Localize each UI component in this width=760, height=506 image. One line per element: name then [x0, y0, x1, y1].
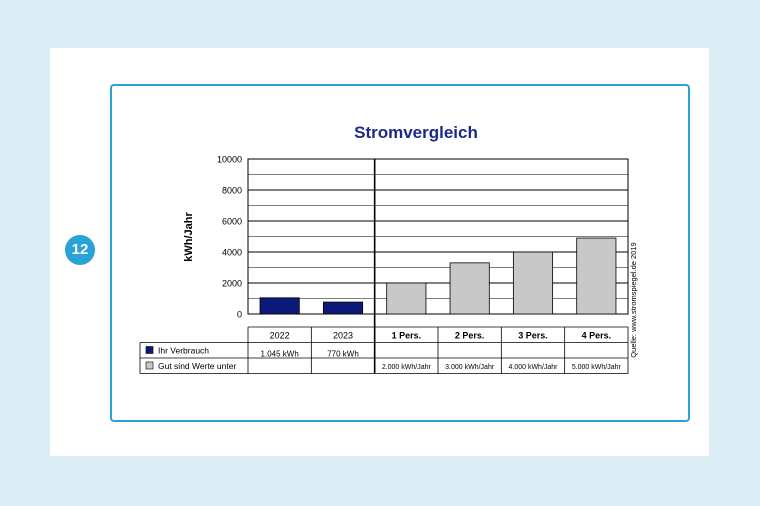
- data-label-2022: 1.045 kWh: [260, 349, 299, 359]
- table-header-3-pers-: 3 Pers.: [518, 330, 548, 341]
- legend-label: Ihr Verbrauch: [158, 345, 210, 356]
- table-header-2023: 2023: [332, 330, 354, 341]
- legend-swatch: [146, 362, 153, 369]
- bar-3-pers-: [513, 252, 552, 314]
- bar-2023: [323, 302, 362, 314]
- y-axis-label: kWh/Jahr: [183, 212, 195, 262]
- table-header-4-pers-: 4 Pers.: [581, 330, 612, 341]
- data-label-3-pers-: 4.000 kWh/Jahr: [508, 364, 558, 371]
- legend-label: Gut sind Werte unter: [158, 361, 237, 371]
- table-header-1-pers-: 1 Pers.: [391, 330, 422, 341]
- data-label-2023: 770 kWh: [327, 349, 359, 359]
- bar-2-pers-: [450, 263, 489, 314]
- bar-2022: [260, 298, 299, 314]
- step-number-badge: 12: [65, 235, 95, 265]
- legend-swatch: [146, 347, 153, 354]
- y-tick-label: 6000: [221, 216, 242, 227]
- y-tick-label: 2000: [221, 278, 242, 289]
- data-label-4-pers-: 5.000 kWh/Jahr: [571, 364, 621, 371]
- source-note: Quelle: www.stromspiegel.de 2019: [629, 242, 638, 358]
- y-tick-label: 8000: [221, 185, 242, 196]
- y-tick-label: 0: [236, 309, 242, 320]
- y-tick-label: 4000: [221, 247, 242, 258]
- y-tick-label: 10000: [216, 154, 242, 165]
- data-label-1-pers-: 2.000 kWh/Jahr: [381, 364, 431, 371]
- table-header-2-pers-: 2 Pers.: [454, 330, 485, 341]
- data-label-2-pers-: 3.000 kWh/Jahr: [445, 364, 495, 371]
- chart-title: Stromvergleich: [354, 123, 478, 142]
- bar-4-pers-: [577, 238, 616, 314]
- table-header-2022: 2022: [269, 330, 290, 341]
- bar-1-pers-: [387, 283, 426, 314]
